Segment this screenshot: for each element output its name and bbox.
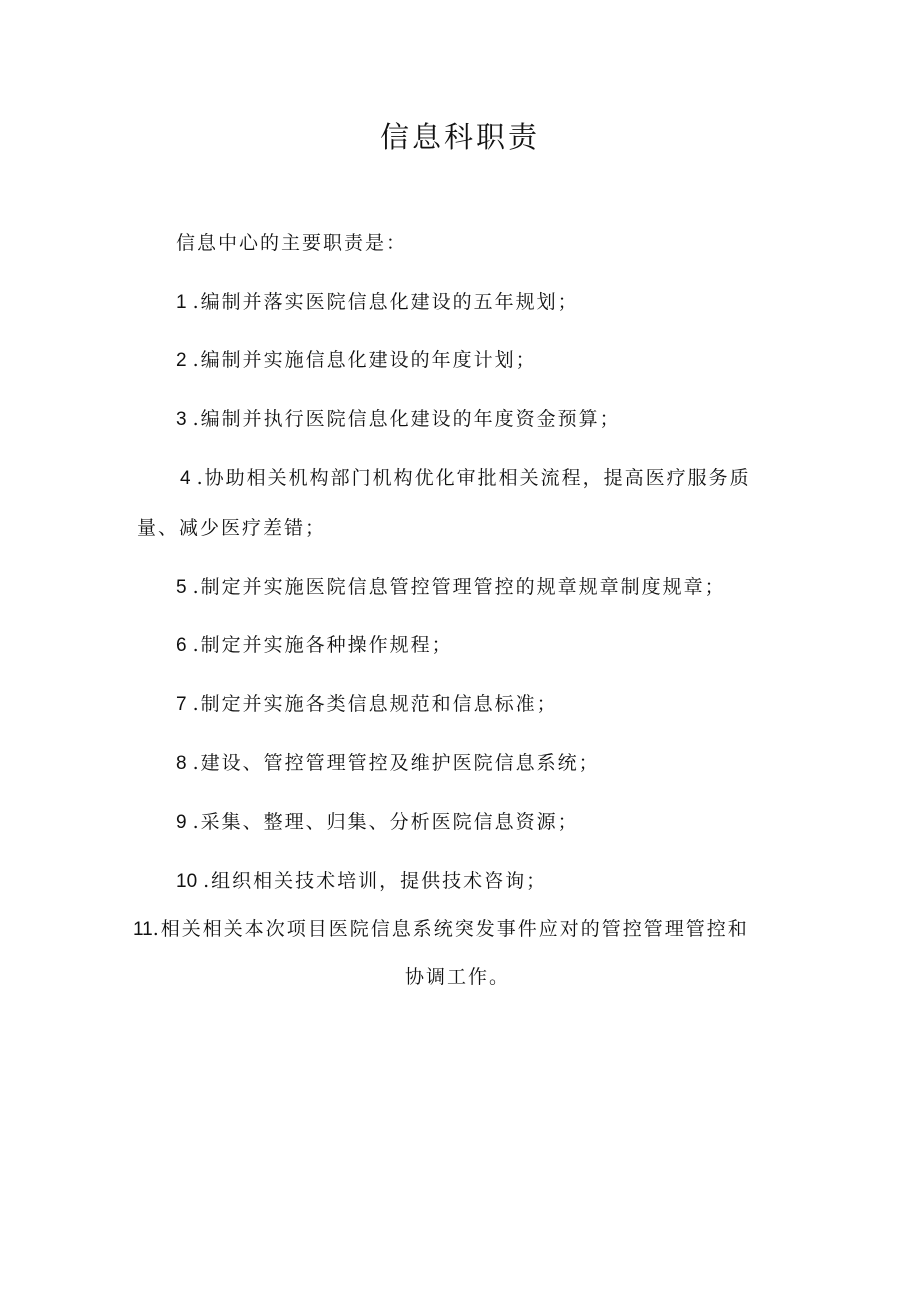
item-number: 11 xyxy=(133,919,153,940)
duty-item-3 xyxy=(176,405,621,434)
item-number: 10 xyxy=(176,871,198,892)
item-text: .制定并实施各类信息规范和信息标准； xyxy=(192,693,558,715)
duty-item-4 xyxy=(180,464,751,493)
duty-item-11 xyxy=(133,915,749,944)
item-number: 8 xyxy=(176,753,187,774)
item-number: 2 xyxy=(176,350,187,371)
item-number: 7 xyxy=(176,694,187,715)
item-text: .编制并实施信息化建设的年度计划； xyxy=(192,349,537,371)
page-title: 信息科职责 xyxy=(379,120,540,154)
item-text: .相关相关本次项目医院信息系统突发事件应对的管控管理管控和 xyxy=(152,918,749,940)
item-number: 4 xyxy=(180,468,191,489)
item-number: 1 xyxy=(176,292,187,313)
duty-item-11-continued: 协调工作。 xyxy=(405,966,511,988)
item-number: 6 xyxy=(176,635,187,656)
item-text: .编制并执行医院信息化建设的年度资金预算； xyxy=(192,408,621,430)
duty-item-8 xyxy=(176,749,600,778)
duty-item-7 xyxy=(176,690,558,719)
item-text: .制定并实施各种操作规程； xyxy=(192,634,453,656)
item-text: .制定并实施医院信息管控管理管控的规章规章制度规章； xyxy=(192,576,726,598)
duty-item-5 xyxy=(176,573,726,602)
item-number: 3 xyxy=(176,409,187,430)
item-text: .建设、管控管理管控及维护医院信息系统； xyxy=(192,752,600,774)
duty-item-10 xyxy=(176,867,547,896)
item-text: .协助相关机构部门机构优化审批相关流程，提高医疗服务质 xyxy=(196,467,751,489)
intro-text: 信息中心的主要职责是： xyxy=(176,232,408,254)
duty-item-6 xyxy=(176,631,453,660)
duty-item-1 xyxy=(176,288,579,317)
duty-item-9 xyxy=(176,808,579,837)
item-number: 5 xyxy=(176,577,187,598)
duty-item-2 xyxy=(176,346,537,375)
item-text: .编制并落实医院信息化建设的五年规划； xyxy=(192,291,579,313)
item-text: .组织相关技术培训，提供技术咨询； xyxy=(203,870,548,892)
item-text: .采集、整理、归集、分析医院信息资源； xyxy=(192,811,579,833)
item-number: 9 xyxy=(176,812,187,833)
duty-item-4-continued: 量、减少医疗差错； xyxy=(137,517,327,539)
